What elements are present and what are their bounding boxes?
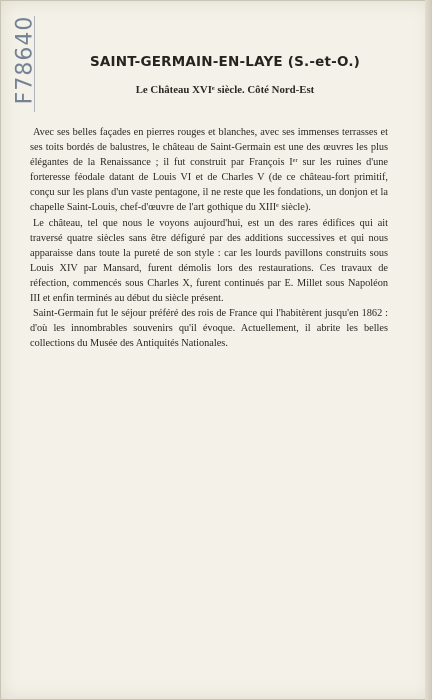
handwritten-annotation [4,4,46,116]
card-edge [425,0,432,700]
page-subtitle: Le Château XVIᵉ siècle. Côté Nord-Est [135,84,315,96]
paragraph-3: Saint-Germain fut le séjour préféré des rois de France qui l'habitèrent jusqu'en 1862 : d'où les innombrables souvenirs qu'il évoque. Actuellement, il abrite les belles collections du Musée des Antiquités Nationales. [30,308,388,350]
paragraph-2: Le château, tel que nous le voyons aujourd'hui, est un des rares édifices qui ait traversé quatre siècles sans être défiguré par des additions successives et qui nous apparaisse dans toute la pureté de son style : car les lourds pavillons construits sous Louis XIV par Mansard, furent démolis lors des restaurations. Ces travaux de réfection, commencés sous Charles X, furent continués par E. Millet sous Napoléon III et enfin terminés au début du siècle présent. [30,217,388,305]
description-text [30,125,388,351]
handwritten-number: F78640 [12,15,38,105]
page-title: SAINT-GERMAIN-EN-LAYE (S.-et-O.) [89,54,361,70]
paragraph-1: Avec ses belles façades en pierres rouges et blanches, avec ses immenses terrasses et ses toits bordés de balustres, le château de Saint-Germain est une des œuvres les plus élégantes de la Renaissance ; il fut construit par François Iᵉʳ sur les ruines d'une forteresse féodale datant de Louis VI et de Charles V (de ce château-fort primitif, conçu sur les plans d'un vaste pentagone, il ne reste que les fondations, un donjon et la chapelle Saint-Louis, chef-d'œuvre de l'art gothique du XIIIᵉ siècle). [30,127,388,214]
